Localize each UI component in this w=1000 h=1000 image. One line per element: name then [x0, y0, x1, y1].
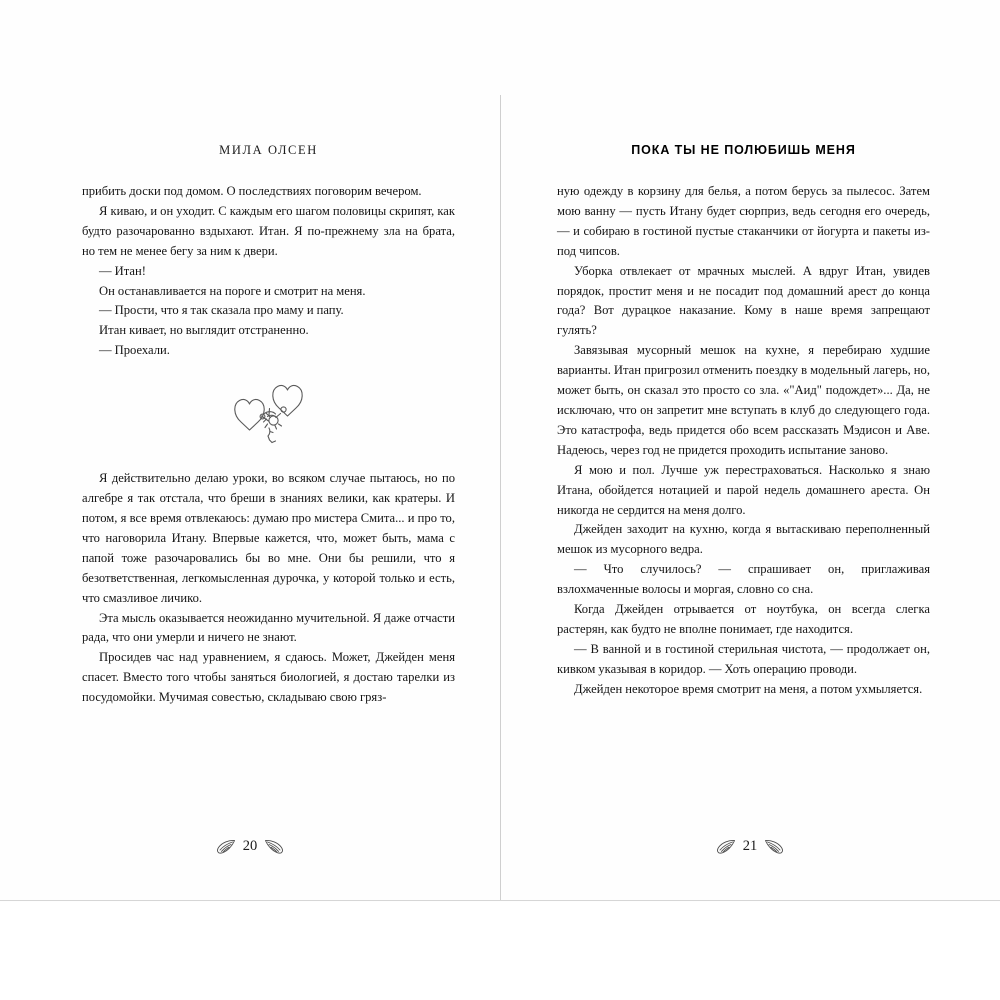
right-page-text-block: [557, 142, 930, 700]
paragraph: Я мою и пол. Лучше уж перестраховаться. Насколько я знаю Итана, обойдется нотацией и парой недель домашнего ареста. Он никогда не сердится на меня долго.: [557, 462, 930, 517]
paragraph: — Что случилось? — спрашивает он, приглаживая взлохмаченные волосы и моргая, словно со сна.: [557, 562, 930, 597]
right-page-running-head: ПОКА ТЫ НЕ ПОЛЮБИШЬ МЕНЯ: [631, 143, 856, 157]
wing-ornament-icon: [716, 839, 736, 854]
right-page: [500, 0, 1000, 902]
paragraph: — Прости, что я так сказала про маму и папу.: [99, 303, 344, 318]
paragraph: Он останавливается на пороге и смотрит на меня.: [99, 283, 366, 298]
paragraph: Завязывая мусорный мешок на кухне, я перебираю худшие варианты. Итан пригрозил отменить поездку в модельный лагерь, но, может быть, он сказал это просто со зла. «"Аид" подождет»... Да, не исключаю, что он запретит мне вступать в клуб до следующего года. Это катастрофа, ведь придется обо всем рассказать Мэдисон и Аве. Надеюсь, через год не придется проходить испытание заново.: [557, 343, 930, 457]
paragraph: Я действительно делаю уроки, во всяком случае пытаюсь, но по алгебре я так отстала, что бреши в знаниях велики, как кратеры. И потом, я все время отвлекаюсь: думаю про мистера Смита... и про то, что наговорила Итану. Впервые кажется, что, может быть, мама с папой тоже разочаровались бы во мне. Они бы решили, что я безответственная, легкомысленная дурочка, у которой только и есть, что смазливое личико.: [82, 471, 455, 605]
page-number: 20: [242, 838, 258, 854]
paragraph: прибить доски под домом. О последствиях поговорим вечером.: [82, 184, 422, 198]
paragraph: Просидев час над уравнением, я сдаюсь. Может, Джейден меня спасет. Вместо того чтобы заняться биологией, я достаю тарелки из посудомойки. Мучимая совестью, складываю свою гряз-: [82, 650, 455, 705]
left-page: [0, 0, 500, 902]
paragraph: Итан кивает, но выглядит отстраненно.: [99, 323, 309, 338]
paragraph: Джейден заходит на кухню, когда я вытаскиваю переполненный мешок из мусорного ведра.: [557, 522, 930, 557]
left-page-folio: [0, 838, 500, 854]
wing-ornament-icon: [264, 839, 284, 854]
right-page-folio: [500, 838, 1000, 854]
left-page-running-head: МИЛА ОЛСЕН: [219, 143, 318, 157]
two-hearts-with-key-icon: [82, 371, 455, 455]
paragraph: Джейден некоторое время смотрит на меня, а потом ухмыляется.: [574, 681, 923, 696]
paragraph: Уборка отвлекает от мрачных мыслей. А вдруг Итан, увидев порядок, простит меня и не посадит под домашний арест до конца года? Вот дурацкое наказание. Кому в наше время запрещают гулять?: [557, 263, 930, 338]
paragraph: Я киваю, и он уходит. С каждым его шагом половицы скрипят, как будто разочарованно вздыхают. Итан. Я по-прежнему зла на брата, но тем не менее бегу за ним к двери.: [82, 203, 455, 258]
left-page-text-block: [82, 142, 455, 708]
paragraph: Когда Джейден отрывается от ноутбука, он всегда слегка растерян, как будто не вполне понимает, где находится.: [557, 602, 930, 636]
paragraph: ную одежду в корзину для белья, а потом берусь за пылесос. Затем мою ванну — пусть Итану будет сюрприз, ведь сегодня его очередь, — и собираю в гостиной пустые стаканчики от йогурта и пакеты из-под чипсов.: [557, 184, 930, 258]
page-number: 21: [742, 838, 758, 854]
paragraph: — В ванной и в гостиной стерильная чистота, — продолжает он, кивком указывая в коридор. — Хоть операцию проводи.: [557, 641, 930, 676]
paragraph: — Итан!: [99, 263, 146, 278]
wing-ornament-icon: [764, 839, 784, 854]
paragraph: Эта мысль оказывается неожиданно мучительной. Я даже отчасти рада, что они умерли и ничего не знают.: [82, 610, 455, 645]
wing-ornament-icon: [216, 839, 236, 854]
paragraph: — Проехали.: [99, 343, 170, 358]
